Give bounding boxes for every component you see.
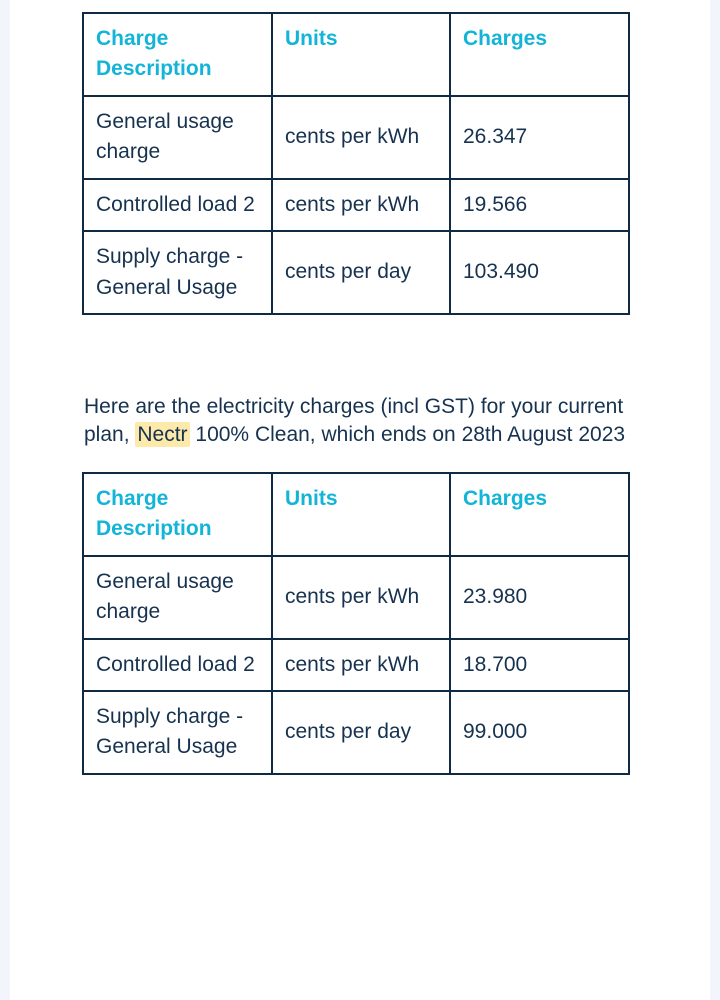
column-header-charge-description: Charge Description <box>83 473 272 556</box>
highlighted-brand-name: Nectr <box>137 423 188 447</box>
cell-units: cents per kWh <box>272 556 450 639</box>
page-left-margin <box>0 0 10 1000</box>
column-header-charge-description: Charge Description <box>83 13 272 96</box>
cell-charge-description: Controlled load 2 <box>83 179 272 231</box>
section-gap <box>82 315 642 393</box>
table-row <box>83 691 629 774</box>
charges-table-current-period <box>82 12 630 315</box>
top-spacer <box>82 0 642 12</box>
cell-charge-description: Supply charge - General Usage <box>83 691 272 774</box>
cell-units: cents per day <box>272 231 450 314</box>
column-header-charges: Charges <box>450 473 629 556</box>
cell-units: cents per day <box>272 691 450 774</box>
paragraph-gap <box>82 450 642 472</box>
cell-units: cents per kWh <box>272 96 450 179</box>
paragraph-text-before: Here are the electricity charges (incl GST) for your current plan, <box>84 395 624 447</box>
cell-charges: 18.700 <box>450 639 629 691</box>
cell-charge-description: General usage charge <box>83 96 272 179</box>
plan-description-paragraph <box>82 393 632 450</box>
table-row <box>83 179 629 231</box>
table-header-row <box>83 473 629 556</box>
cell-charge-description: Supply charge - General Usage <box>83 231 272 314</box>
cell-charge-description: General usage charge <box>83 556 272 639</box>
column-header-units: Units <box>272 13 450 96</box>
paragraph-text-after: 100% Clean, which ends on 28th August 2023 <box>189 423 626 447</box>
charges-table-current-plan <box>82 472 630 775</box>
table-row <box>83 639 629 691</box>
table-row <box>83 556 629 639</box>
document-content <box>82 0 642 775</box>
page-right-margin <box>710 0 720 1000</box>
table-row <box>83 96 629 179</box>
cell-units: cents per kWh <box>272 179 450 231</box>
cell-charges: 99.000 <box>450 691 629 774</box>
cell-charge-description: Controlled load 2 <box>83 639 272 691</box>
table-header-row <box>83 13 629 96</box>
table-row <box>83 231 629 314</box>
cell-charges: 23.980 <box>450 556 629 639</box>
column-header-charges: Charges <box>450 13 629 96</box>
cell-units: cents per kWh <box>272 639 450 691</box>
cell-charges: 103.490 <box>450 231 629 314</box>
cell-charges: 26.347 <box>450 96 629 179</box>
column-header-units: Units <box>272 473 450 556</box>
cell-charges: 19.566 <box>450 179 629 231</box>
